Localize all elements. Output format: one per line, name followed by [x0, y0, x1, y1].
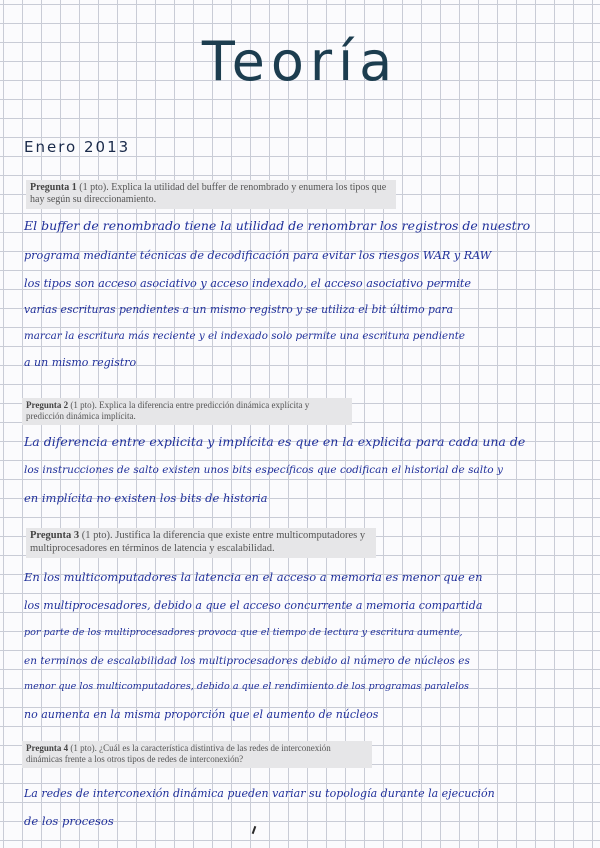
answer-line: varias escrituras pendientes a un mismo registro y se utiliza el bit último para [24, 303, 454, 316]
question-3-prompt [26, 528, 376, 558]
answer-line: La redes de interconexión dinámica pueden variar su topología durante la ejecución [24, 787, 495, 800]
answer-line: programa mediante técnicas de decodificación para evitar los riesgos WAR y RAW [24, 249, 492, 262]
exam-date: Enero 2013 [24, 138, 131, 156]
answer-line: los multiprocesadores, debido a que el acceso concurrente a memoria compartida [24, 599, 483, 612]
question-3-label: Pregunta 3 [30, 530, 80, 541]
answer-line: marcar la escritura más reciente y el indexado solo permite una escritura pendiente [24, 330, 465, 342]
answer-line: menor que los multicomputadores, debido a que el rendimiento de los programas paralelos [24, 681, 469, 692]
answer-line: no aumenta en la misma proporción que el aumento de núcleos [24, 708, 379, 721]
answer-line: a un mismo registro [24, 356, 137, 369]
question-2-prompt [22, 398, 352, 425]
question-4-text: ¿Cuál es la característica distintiva de las redes de interconexión dinámicas frente a los otros tipos de redes de interconexión? [26, 743, 331, 764]
answer-line: los instrucciones de salto existen unos bits específicos que codifican el historial de salto y [24, 464, 503, 476]
question-4-prompt [22, 741, 372, 768]
answer-line: en implícita no existen los bits de historia [24, 491, 268, 505]
question-2-points: (1 pto). [70, 400, 97, 410]
question-2-label: Pregunta 2 [26, 400, 69, 410]
question-1-text: Explica la utilidad del buffer de renombrado y enumera los tipos que hay según su direccionamiento. [30, 182, 387, 205]
question-2-text: Explica la diferencia entre predicción dinámica explícita y predicción dinámica implícita. [26, 400, 310, 421]
answer-line: en terminos de escalabilidad los multiprocesadores debido al número de núcleos es [24, 655, 470, 667]
question-1-points: (1 pto). [79, 182, 109, 193]
question-4-label: Pregunta 4 [26, 743, 69, 753]
answer-line: En los multicomputadores la latencia en el acceso a memoria es menor que en [24, 570, 483, 584]
question-1-prompt [26, 180, 396, 209]
question-1-label: Pregunta 1 [30, 182, 77, 193]
answer-line: de los procesos [24, 814, 114, 828]
question-3-points: (1 pto). [81, 530, 113, 541]
answer-line: por parte de los multiprocesadores provoca que el tiempo de lectura y escritura aumente, [24, 627, 463, 638]
answer-line: La diferencia entre explicita y implícita es que en la explicita para cada una de [24, 434, 526, 449]
pen-mark [252, 826, 257, 834]
answer-line: los tipos son acceso asociativo y acceso indexado, el acceso asociativo permite [24, 277, 471, 290]
question-4-points: (1 pto). [70, 743, 97, 753]
question-3-text: Justifica la diferencia que existe entre multicomputadores y multiprocesadores en términos de latencia y escalabilidad. [30, 530, 366, 554]
page-title: Teoría [201, 30, 399, 93]
answer-line: El buffer de renombrado tiene la utilidad de renombrar los registros de nuestro [24, 218, 531, 233]
